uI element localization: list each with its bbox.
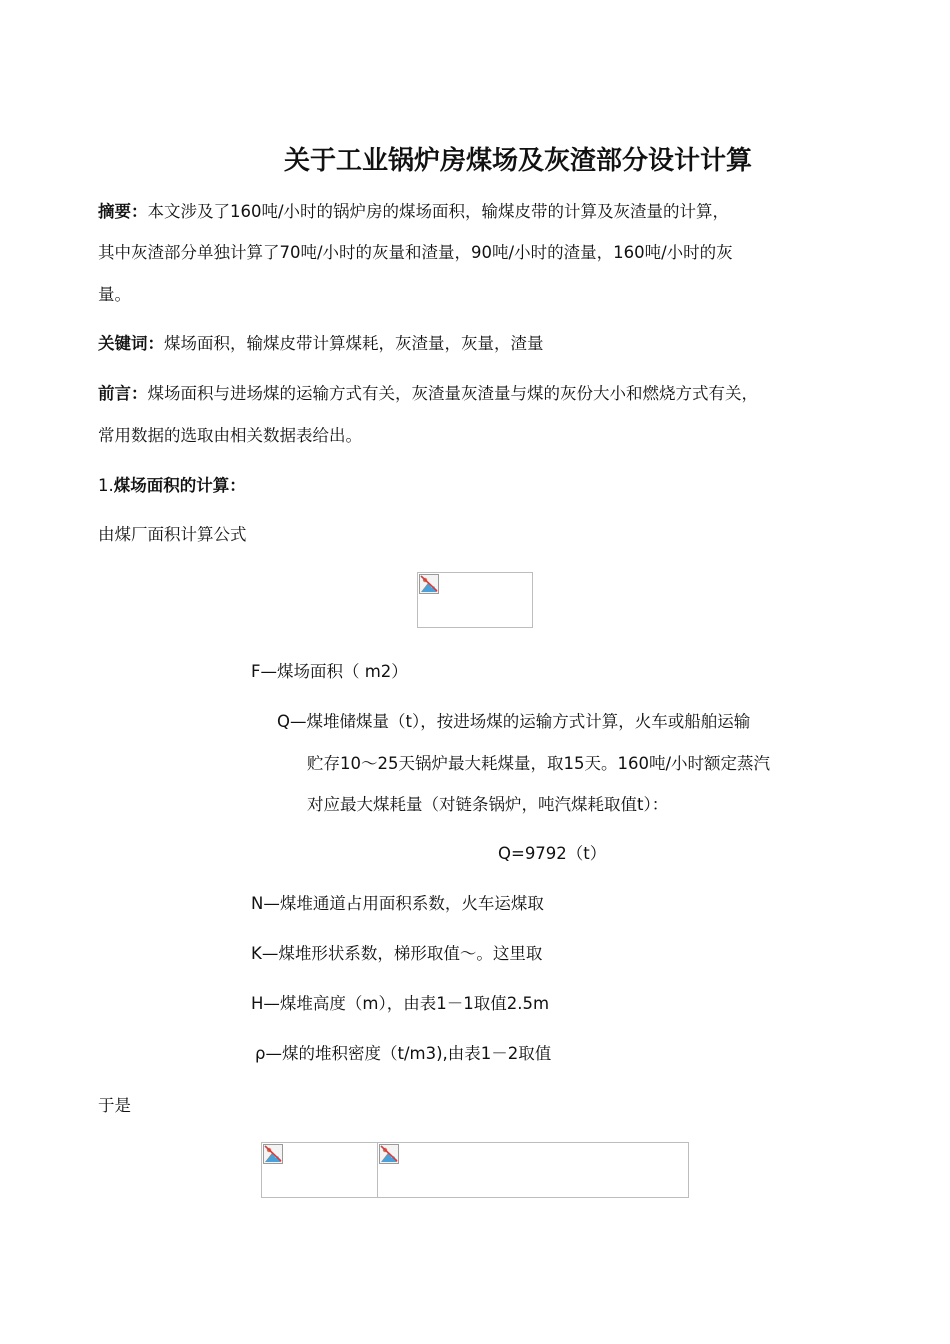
broken-image-icon bbox=[263, 1144, 283, 1164]
abstract-label: 摘要： bbox=[98, 202, 148, 221]
preface-line-2: 常用数据的选取由相关数据表给出。 bbox=[98, 426, 362, 445]
section-1-heading bbox=[98, 474, 246, 498]
so-text: 于是 bbox=[98, 1096, 131, 1115]
preface-line-1 bbox=[98, 382, 758, 406]
definition-F: F—煤场面积（ m2） bbox=[251, 662, 408, 681]
abstract-line-2: 其中灰渣部分单独计算了70吨/小时的灰量和渣量，90吨/小时的渣量，160吨/小时的灰 bbox=[98, 243, 733, 262]
document-title: 关于工业锅炉房煤场及灰渣部分设计计算 bbox=[283, 146, 752, 176]
preface-text-1: 煤场面积与进场煤的运输方式有关，灰渣量灰渣量与煤的灰份大小和燃烧方式有关， bbox=[147, 384, 758, 403]
result-image-1 bbox=[261, 1142, 378, 1198]
definition-Q-line-3: 对应最大煤耗量（对链条锅炉，吨汽煤耗取值t）： bbox=[307, 795, 669, 814]
definition-H: H—煤堆高度（m），由表1－1取值2.5m bbox=[251, 994, 550, 1013]
keywords-text: 煤场面积，输煤皮带计算煤耗，灰渣量，灰量，渣量 bbox=[164, 334, 544, 353]
result-image-2 bbox=[377, 1142, 689, 1198]
definition-N: N—煤堆通道占用面积系数，火车运煤取 bbox=[251, 894, 544, 913]
keywords-line bbox=[98, 332, 544, 356]
Q-value: Q=9792（t） bbox=[498, 844, 607, 863]
formula-intro: 由煤厂面积计算公式 bbox=[98, 525, 247, 544]
section-1-title: 煤场面积的计算： bbox=[113, 476, 246, 495]
broken-image-icon bbox=[419, 574, 439, 594]
preface-label: 前言： bbox=[98, 384, 148, 403]
definition-K: K—煤堆形状系数，梯形取值～。这里取 bbox=[251, 944, 543, 963]
abstract-line-3: 量。 bbox=[98, 285, 131, 304]
definition-Q-line-2: 贮存10～25天锅炉最大耗煤量，取15天。160吨/小时额定蒸汽 bbox=[307, 754, 771, 773]
section-1-number: 1. bbox=[98, 476, 114, 495]
abstract-text-1: 本文涉及了160吨/小时的锅炉房的煤场面积，输煤皮带的计算及灰渣量的计算， bbox=[147, 202, 730, 221]
definition-Q-line-1: Q—煤堆储煤量（t），按进场煤的运输方式计算，火车或船舶运输 bbox=[277, 712, 751, 731]
formula-image bbox=[417, 572, 533, 628]
keywords-label: 关键词： bbox=[98, 334, 164, 353]
abstract-line-1 bbox=[98, 200, 729, 224]
broken-image-icon bbox=[379, 1144, 399, 1164]
definition-rho: ρ—煤的堆积密度（t/m3),由表1－2取值 bbox=[255, 1044, 552, 1063]
